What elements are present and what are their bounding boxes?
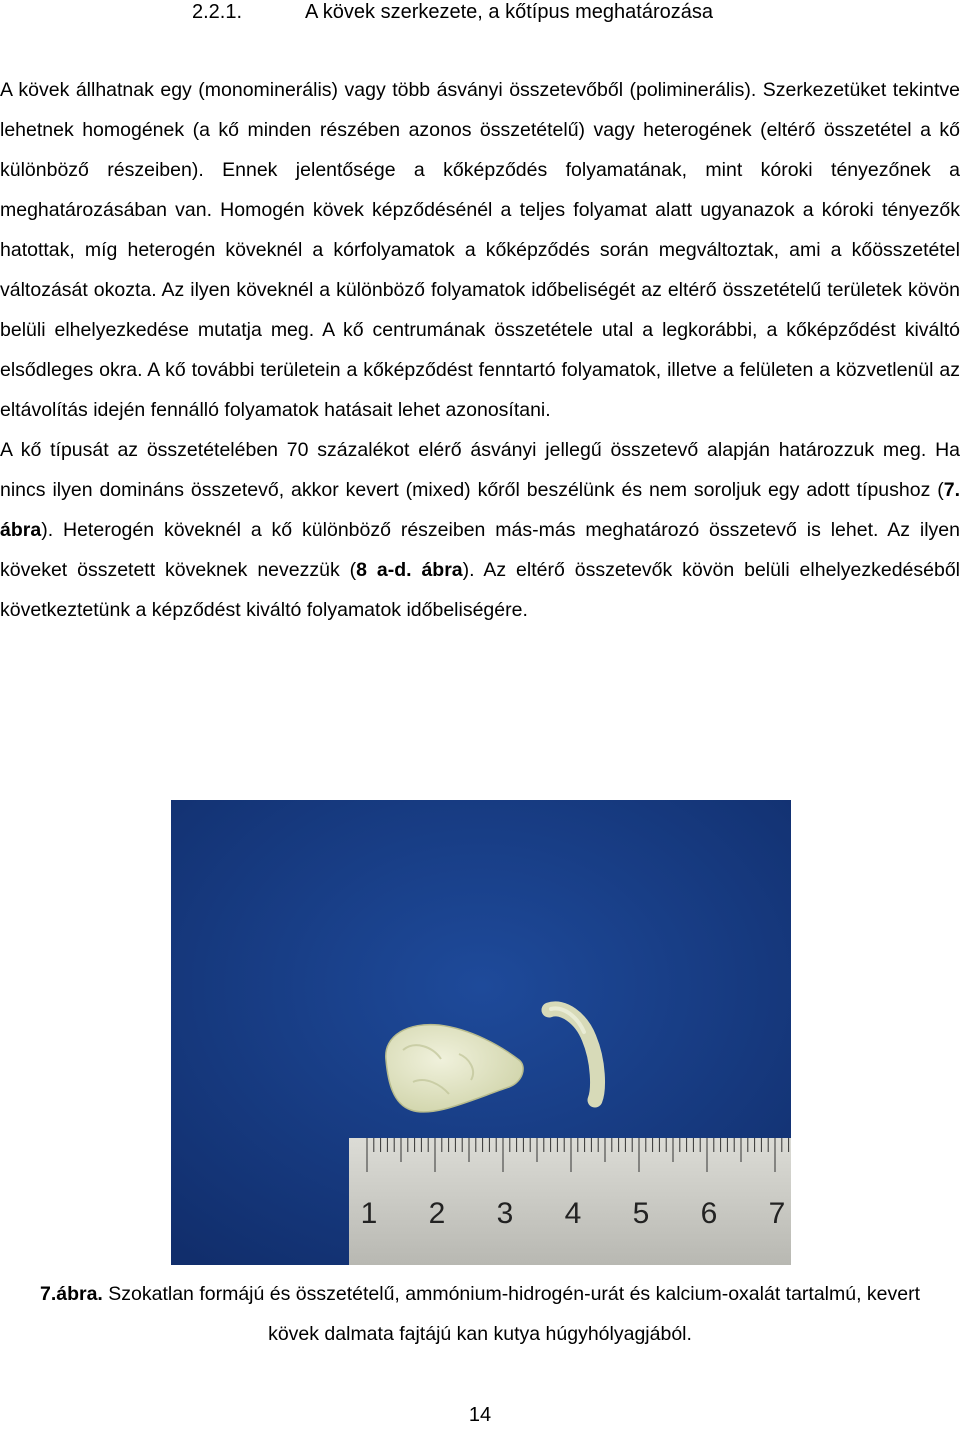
body-text <box>0 70 960 630</box>
paragraph-1: A kövek állhatnak egy (monominerális) vagy több ásványi összetevőből (poliminerális). Szerkezetüket tekintve lehetnek homogének (a kő minden részében azonos összetételű) vagy heterogének (eltérő összetétel a kő különböző részeiben). Ennek jelentősége a kőképződés folyamatának, mint kóroki tényezőnek a meghatározásában van. Homogén kövek képződésénél a teljes folyamat alatt ugyanazok a kóroki tényezők hatottak, míg heterogén köveknél a kórfolyamatok a kőképződés során megváltoztak, ami a kőösszetétel változását okozta. Az ilyen köveknél a különböző folyamatok időbeliségét az eltérő összetételű területek kövön belüli elhelyezkedése mutatja meg. A kő centrumának összetétele utal a legkorábbi, a kőképződést kiváltó elsődleges okra. A kő további területein a kőképződést fenntartó folyamatok, illetve a felületen a közvetlenül az eltávolítás idején fennálló folyamatok hatásait lehet azonosítani. <box>0 79 960 421</box>
paragraph-2-text-c: ). Az eltérő összetevők kövön belüli elhelyezkedéséből következtetünk a képződést kiváltó folyamatok időbeliségére. <box>0 559 960 621</box>
caption-label: 7.ábra. <box>39 1283 103 1305</box>
paragraph-2-text-b: ). Heterogén köveknél a kő különböző részeiben más-más meghatározó összetevő is lehet. Az ilyen köveket összetett köveknek nevezzük ( <box>0 519 960 581</box>
section-heading <box>192 0 713 24</box>
ruler-number: 7 <box>768 1197 786 1230</box>
paragraph-2-text-a: A kő típusát az összetételében 70 százalékot elérő ásványi jellegű összetevő alapján határozzuk meg. Ha nincs ilyen domináns összetevő, akkor kevert (mixed) kőről beszélünk és nem soroljuk egy adott típushoz ( <box>0 439 960 501</box>
section-number: 2.2.1. <box>192 1 243 23</box>
figure-caption <box>20 1274 940 1354</box>
figure-ref-8: 8 a-d. ábra <box>356 559 463 581</box>
ruler-number: 1 <box>360 1197 378 1230</box>
paragraph-2 <box>0 430 960 630</box>
stone-photo <box>171 800 791 1265</box>
section-title: A kövek szerkezete, a kőtípus meghatározása <box>305 1 713 23</box>
ruler-number: 5 <box>632 1197 650 1230</box>
ruler-number: 3 <box>496 1197 514 1230</box>
ruler-number: 4 <box>564 1197 582 1230</box>
ruler-number: 6 <box>700 1197 718 1230</box>
page-number: 14 <box>468 1404 492 1426</box>
figure-ref-7: 7. ábra <box>0 479 960 541</box>
caption-text: Szokatlan formájú és összetételű, ammónium-hidrogén-urát és kalcium-oxalát tartalmú, kevert kövek dalmata fajtájú kan kutya húgyhólyagjából. <box>102 1283 921 1345</box>
ruler-number: 2 <box>428 1197 446 1230</box>
